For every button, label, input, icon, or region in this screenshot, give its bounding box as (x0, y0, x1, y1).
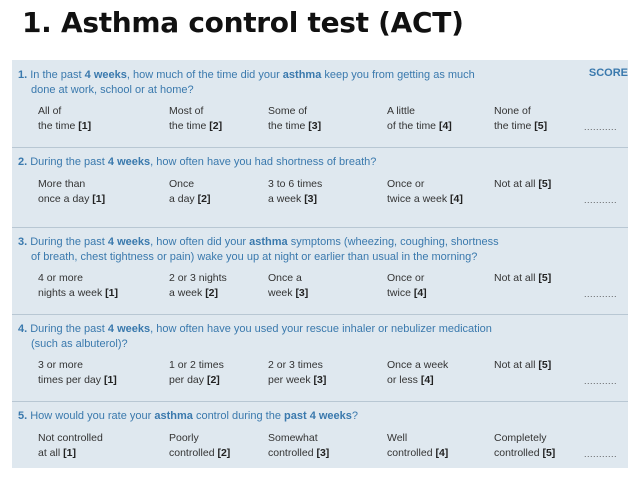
question-emphasis: 4 weeks (107, 323, 151, 335)
answer-option[interactable] (494, 431, 555, 461)
answer-option[interactable] (38, 177, 105, 207)
question-1 (18, 68, 475, 98)
option-score-value: [5] (534, 120, 548, 132)
question-number: 5. (18, 410, 31, 422)
option-label: 1 or 2 times (169, 359, 224, 371)
option-label: A little (387, 105, 416, 117)
question-text: During the past (30, 156, 108, 168)
option-label: 4 or more (38, 272, 83, 284)
question-text: keep you from getting as much (321, 69, 475, 81)
option-label (268, 446, 329, 461)
option-label: Most of (169, 105, 204, 117)
option-label-text: nights a week (38, 287, 106, 299)
option-score-value: [4] (435, 447, 449, 459)
answer-option[interactable] (494, 177, 551, 192)
option-label-text: at all (38, 447, 64, 459)
question-2 (18, 155, 376, 170)
section-divider (12, 227, 628, 228)
score-blank[interactable]: ........... (584, 449, 618, 459)
option-label-text: Not at all (494, 359, 539, 371)
question-emphasis: 4 weeks (107, 236, 151, 248)
answer-option[interactable] (38, 358, 117, 388)
question-line (18, 250, 499, 265)
option-label (169, 119, 222, 134)
option-label-text: the time (169, 120, 210, 132)
option-score-value: [1] (92, 193, 106, 205)
question-5 (18, 409, 358, 424)
option-label (387, 286, 427, 301)
option-label (38, 119, 91, 134)
option-label: Once or (387, 272, 425, 284)
answer-option[interactable] (169, 431, 230, 461)
option-label (387, 446, 448, 461)
option-score-value: [3] (304, 193, 318, 205)
question-emphasis: 4 weeks (84, 69, 127, 81)
option-label-text: Not at all (494, 272, 539, 284)
option-score-value: [2] (205, 287, 219, 299)
question-number: 1. (18, 69, 31, 81)
question-emphasis: past 4 weeks (284, 410, 352, 422)
question-emphasis: 4 weeks (107, 156, 151, 168)
option-label-text: a day (169, 193, 198, 205)
option-label: None of (494, 105, 531, 117)
question-text: symptoms (wheezing, coughing, shortness (287, 236, 499, 248)
answer-option[interactable] (494, 104, 547, 134)
option-label: 3 to 6 times (268, 178, 323, 190)
option-label: Some of (268, 105, 308, 117)
option-label-text: per day (169, 374, 207, 386)
question-text: In the past (30, 69, 85, 81)
score-blank[interactable]: ........... (584, 376, 618, 386)
score-blank[interactable]: ........... (584, 195, 618, 205)
question-3 (18, 235, 499, 265)
question-4 (18, 322, 492, 352)
question-text: (such as albuterol)? (31, 338, 128, 350)
question-text: control during the (192, 410, 285, 422)
option-score-value: [1] (78, 120, 92, 132)
option-label (494, 446, 555, 461)
option-label-text: controlled (387, 447, 436, 459)
option-label (38, 192, 105, 207)
question-text: of breath, chest tightness or pain) wake you up at night or earlier than usual in the morning? (31, 251, 478, 263)
score-blank[interactable]: ........... (584, 289, 618, 299)
answer-option[interactable] (268, 431, 329, 461)
option-score-value: [4] (450, 193, 463, 205)
answer-option[interactable] (38, 271, 118, 301)
option-label: Once or (387, 178, 425, 190)
option-score-value: [1] (103, 374, 117, 386)
question-number: 2. (18, 156, 31, 168)
question-emphasis: asthma (154, 410, 193, 422)
option-label (38, 446, 103, 461)
option-score-value: [5] (538, 359, 552, 371)
option-label (169, 373, 224, 388)
question-number: 4. (18, 323, 31, 335)
option-score-value: [5] (542, 447, 556, 459)
question-text: , how much of the time did your (126, 69, 283, 81)
question-line (18, 68, 475, 83)
option-label: Somewhat (268, 432, 318, 444)
answer-option[interactable] (387, 104, 452, 134)
score-blank[interactable]: ........... (584, 122, 618, 132)
option-label (169, 286, 227, 301)
option-score-value: [2] (217, 447, 231, 459)
question-emphasis: asthma (249, 236, 288, 248)
option-label-text: or less (387, 374, 421, 386)
act-questionnaire (12, 60, 628, 468)
option-label (38, 373, 117, 388)
question-text: , how often have you had shortness of breath? (150, 156, 377, 168)
option-score-value: [3] (308, 120, 322, 132)
option-label-text: a week (169, 287, 206, 299)
option-label: More than (38, 178, 86, 190)
answer-option[interactable] (38, 104, 91, 134)
question-line (18, 155, 376, 170)
answer-option[interactable] (268, 104, 321, 134)
slide-title: 1. Asthma control test (ACT) (22, 6, 464, 39)
option-label: Poorly (169, 432, 199, 444)
option-label (268, 373, 326, 388)
option-label-text: controlled (169, 447, 218, 459)
option-label-text: the time (494, 120, 535, 132)
answer-option[interactable] (169, 104, 222, 134)
option-label (494, 358, 551, 373)
option-label (268, 286, 308, 301)
question-line (18, 83, 475, 98)
question-line (18, 337, 492, 352)
option-label (494, 177, 551, 192)
option-label (494, 271, 551, 286)
option-label (169, 446, 230, 461)
question-text: How would you rate your (30, 410, 155, 422)
answer-option[interactable] (169, 358, 224, 388)
score-header: SCORE (588, 67, 628, 79)
option-label-text: controlled (494, 447, 543, 459)
question-emphasis: asthma (282, 69, 322, 81)
question-text: done at work, school or at home? (31, 84, 194, 96)
option-label: Once a week (387, 359, 449, 371)
option-label (169, 192, 210, 207)
question-line (18, 235, 499, 250)
option-score-value: [2] (206, 374, 220, 386)
question-line (18, 322, 492, 337)
section-divider (12, 147, 628, 148)
option-label: 2 or 3 times (268, 359, 323, 371)
answer-option[interactable] (387, 358, 448, 388)
answer-option[interactable] (494, 358, 551, 373)
option-label-text: of the time (387, 120, 439, 132)
option-label-text: times per day (38, 374, 104, 386)
option-score-value: [5] (538, 178, 552, 190)
answer-option[interactable] (387, 271, 427, 301)
question-text: ? (351, 410, 359, 422)
answer-option[interactable] (268, 271, 308, 301)
question-text: During the past (30, 323, 108, 335)
option-label: 3 or more (38, 359, 83, 371)
answer-option[interactable] (387, 431, 448, 461)
option-label-text: a week (268, 193, 305, 205)
option-label-text: Not at all (494, 178, 539, 190)
option-label-text: the time (268, 120, 309, 132)
answer-option[interactable] (169, 177, 210, 207)
option-score-value: [3] (295, 287, 309, 299)
option-label-text: per week (268, 374, 314, 386)
option-score-value: [3] (316, 447, 330, 459)
option-label (38, 286, 118, 301)
option-label-text: week (268, 287, 296, 299)
option-score-value: [1] (63, 447, 76, 459)
option-label: Well (387, 432, 408, 444)
answer-option[interactable] (38, 431, 103, 461)
option-label (268, 119, 321, 134)
option-score-value: [3] (313, 374, 327, 386)
option-label-text: once a day (38, 193, 93, 205)
option-score-value: [2] (197, 193, 211, 205)
option-score-value: [4] (420, 374, 434, 386)
question-text: During the past (30, 236, 108, 248)
option-score-value: [5] (538, 272, 552, 284)
option-label: Not controlled (38, 432, 103, 444)
question-line (18, 409, 358, 424)
answer-option[interactable] (268, 358, 326, 388)
option-label (387, 373, 448, 388)
option-score-value: [1] (105, 287, 118, 299)
question-number: 3. (18, 236, 31, 248)
section-divider (12, 314, 628, 315)
option-label: Once (169, 178, 195, 190)
answer-option[interactable] (169, 271, 227, 301)
option-score-value: [4] (438, 120, 452, 132)
option-label (268, 192, 322, 207)
option-label (387, 192, 463, 207)
question-text: , how often have you used your rescue inhaler or nebulizer medication (150, 323, 492, 335)
answer-option[interactable] (387, 177, 463, 207)
answer-option[interactable] (494, 271, 551, 286)
answer-option[interactable] (268, 177, 322, 207)
option-label (494, 119, 547, 134)
option-score-value: [4] (413, 287, 427, 299)
option-label: Once a (268, 272, 302, 284)
option-score-value: [2] (209, 120, 223, 132)
option-label: All of (38, 105, 62, 117)
option-label: 2 or 3 nights (169, 272, 227, 284)
section-divider (12, 401, 628, 402)
question-text: , how often did your (150, 236, 250, 248)
option-label-text: twice a week (387, 193, 451, 205)
option-label-text: the time (38, 120, 79, 132)
option-label-text: controlled (268, 447, 317, 459)
option-label-text: twice (387, 287, 414, 299)
option-label: Completely (494, 432, 547, 444)
option-label (387, 119, 452, 134)
